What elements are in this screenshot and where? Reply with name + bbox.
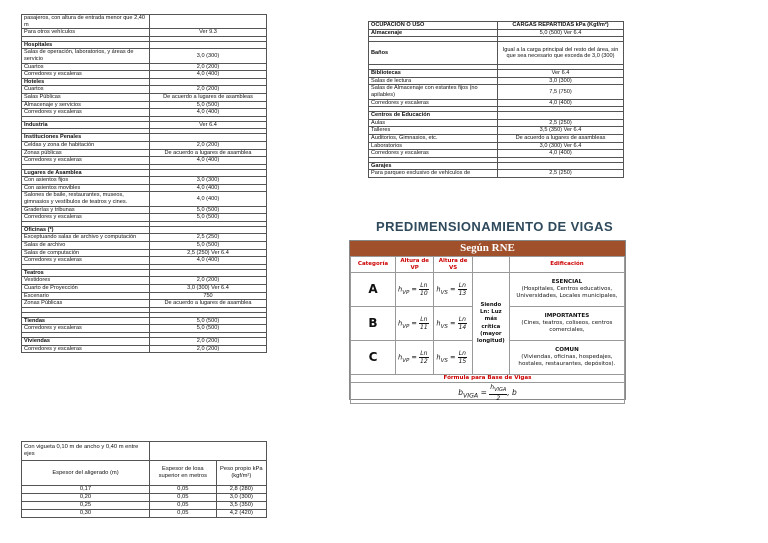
weight-header-slab: Espesor de losa superior en metros [150,461,217,486]
left-row-value: 5,0 (500) [150,206,267,214]
left-row [22,184,267,192]
right-row-label: Aulas [369,119,498,127]
rne-table [350,256,625,404]
left-row [22,15,267,29]
right-row-label: Corredores y escaleras [369,99,498,107]
weight-row [22,494,267,502]
vp-num: Ln [420,282,428,290]
right-row [369,162,624,170]
rne-figure [349,240,626,400]
weight-caption-row [22,442,267,461]
vs-symbol: h [436,285,441,294]
left-row [22,226,267,234]
left-row-label: Salas de operación, laboratorios, y áreas de servicio [22,49,150,63]
left-row-value: 4,0 (400) [150,109,267,117]
vs-fraction [458,350,468,365]
slab-weight-table [21,441,267,518]
rne-foot-formula-row [351,382,625,403]
left-row-value: 3,0 (300) [150,177,267,185]
rne-vs-formula: $h_{VS}$ = $\frac{Ln}{15}$ [434,341,472,375]
rne-foot-title-row [351,375,625,383]
live-loads-table-right [368,21,624,178]
left-row [22,134,267,142]
left-row [22,206,267,214]
rne-vs-formula: $h_{VS}$ = $\frac{Ln}{13}$ [434,273,472,307]
left-row-value [150,78,267,86]
rne-row [351,273,625,307]
left-row-label: Corredores y escaleras [22,157,150,165]
vp-fraction [419,282,429,297]
left-row-value: 5,0 (500) [150,101,267,109]
left-row-label: Viviendas [22,337,150,345]
left-row-value: 5,0 (500) [150,214,267,222]
right-row-value: 3,0 (300) Ver 6.4 [498,142,624,150]
vp-symbol: h [398,319,403,328]
left-row-label: Con asientos fijos [22,177,150,185]
left-row [22,41,267,49]
left-row-value: 2,0 (200) [150,63,267,71]
weight-thickness: 0,30 [22,510,150,518]
weight-row [22,510,267,518]
weight-slab: 0,05 [150,486,217,494]
right-row-value: 3,5 (350) Ver 6.4 [498,127,624,135]
left-row [22,101,267,109]
left-row-label: Zonas públicas [22,149,150,157]
weight-row [22,502,267,510]
vs-sub: VS [440,358,448,364]
rne-edif-title: ESENCIAL [551,278,583,285]
left-row-value [150,226,267,234]
left-row-value: Ver 6.4 [150,121,267,129]
left-row-label: Escenario [22,292,150,300]
left-row-value: 2,0 (200) [150,86,267,94]
left-row-value: Ver 9.3 [150,29,267,37]
vs-den: 15 [458,358,467,366]
left-row [22,93,267,101]
vs-sub: VS [440,290,448,296]
rne-header: Según RNE [350,241,625,256]
right-row [369,134,624,142]
right-row [369,119,624,127]
right-row-value: 4,0 (400) [498,150,624,158]
weight-thickness: 0,25 [22,502,150,510]
rne-foot-title: Fórmula para Base de Vigas [351,375,625,383]
right-row-label: Garajes [369,162,498,170]
left-row-label: Almacenaje y servicios [22,101,150,109]
right-row [369,127,624,135]
right-row-label: Almacenaje [369,29,498,37]
rne-vp-formula: $h_{VP}$ = $\frac{Ln}{12}$ [396,341,434,375]
rne-category-label: C [368,350,378,365]
left-row-value: 5,0 (500) [150,325,267,333]
foot-fraction [489,384,507,402]
left-row-label: pasajeros, con altura de entrada menor que 2,40 m [22,15,150,29]
vp-fraction [419,316,429,331]
left-row-label: Corredores y escaleras [22,325,150,333]
vp-sub: VP [402,290,410,296]
left-row [22,242,267,250]
left-row [22,49,267,63]
left-row-value: 5,0 (500) [150,242,267,250]
left-row-label: Industria [22,121,150,129]
left-row [22,214,267,222]
right-row-value: Igual a la carga principal del resto del área, sin que sea necesario que exceda de 3,0 (300) [498,42,624,65]
right-row-value: 3,0 (300) [498,77,624,85]
left-row-value: 2,0 (200) [150,277,267,285]
vs-den: 14 [458,324,467,332]
left-row [22,29,267,37]
left-row-label: Corredores y escaleras [22,214,150,222]
left-row [22,71,267,79]
left-row-label: Corredores y escaleras [22,71,150,79]
left-row-label: Vestidores [22,277,150,285]
foot-num: $h_{VIGA}$ [490,383,507,393]
left-row-label: Corredores y escaleras [22,257,150,265]
left-row [22,249,267,257]
right-row-label: Para parqueo exclusivo de vehículos de [369,170,498,178]
left-row-label: Tiendas [22,317,150,325]
vigas-title: PREDIMENSIONAMIENTO DE VIGAS [376,219,614,234]
left-row-value: 2,0 (200) [150,337,267,345]
rne-vp-formula: $h_{VP}$ = $\frac{Ln}{11}$ [396,307,434,341]
left-row [22,292,267,300]
rne-foot-formula: $b_{VIGA}$ = $\frac{h_{VIGA}}{2}$ , b [351,382,625,403]
rne-vp-formula: $h_{VP}$ = $\frac{Ln}{10}$ [396,273,434,307]
left-row-value: 4,0 (400) [150,157,267,165]
rne-category [351,273,396,307]
left-row-label: Corredores y escaleras [22,109,150,117]
left-row-value: 2,0 (200) [150,141,267,149]
left-row-value: 5,0 (500) [150,317,267,325]
weight-header-row [22,461,267,486]
weight-slab: 0,05 [150,494,217,502]
vs-num: Ln [458,350,466,358]
weight-value: 2,8 (280) [216,486,266,494]
right-row-value: 2,5 (250) [498,170,624,178]
right-row [369,29,624,37]
right-row-value: 5,0 (500) Ver 6.4 [498,29,624,37]
rne-category [351,341,396,375]
vp-sub: VP [402,358,410,364]
left-row [22,78,267,86]
left-row-label: Zonas Públicas [22,300,150,308]
left-row [22,337,267,345]
left-row-value [150,15,267,29]
vs-symbol: h [436,319,441,328]
right-header-row [369,22,624,30]
left-row-value: 4,0 (400) [150,257,267,265]
rne-col-categoria: Categoría [351,257,396,273]
right-row-label: Corredores y escaleras [369,150,498,158]
vp-sub: VP [402,324,410,330]
left-row-value: 4,0 (400) [150,71,267,79]
left-row-value: De acuerdo a lugares de asamblea [150,300,267,308]
foot-lhs: b [458,387,463,397]
vs-fraction [458,316,468,331]
rne-edif-title: COMUN [555,346,579,353]
weight-thickness: 0,17 [22,486,150,494]
rne-col-blank [472,257,509,273]
vs-sub: VS [440,324,448,330]
left-row-label: Celdas y zona de habitación [22,141,150,149]
right-row-value [498,162,624,170]
left-row-label: Salas Públicas [22,93,150,101]
left-row [22,177,267,185]
left-row-value [150,169,267,177]
vp-den: 11 [420,324,428,332]
right-row-label: Salas de lectura [369,77,498,85]
left-row-label: Con asientos movibles [22,184,150,192]
rne-category-label: B [368,316,378,331]
right-row [369,142,624,150]
left-row-value: 3,0 (300) [150,49,267,63]
weight-row [22,486,267,494]
left-row-value: De acuerdo a lugares de asamblea [150,149,267,157]
right-row-label: Salas de Almacenaje con estantes fijos (no apilables) [369,85,498,99]
foot-rhs: , b [507,387,517,397]
rne-category-label: A [368,282,378,297]
left-row-label: Graderías y tribunas [22,206,150,214]
vp-num: Ln [420,350,428,358]
right-row [369,77,624,85]
right-row [369,150,624,158]
foot-lhs-sub: VIGA [462,392,479,400]
left-row [22,149,267,157]
rne-edificacion [509,341,624,375]
left-row [22,63,267,71]
rne-col-vs: Altura de VS [434,257,472,273]
vs-num: Ln [458,282,466,290]
rne-category [351,307,396,341]
vp-fraction [419,350,429,365]
left-row-value: De acuerdo a lugares de asambleas [150,93,267,101]
rne-vs-formula: $h_{VS}$ = $\frac{Ln}{14}$ [434,307,472,341]
left-row-label: Corredores y escaleras [22,345,150,353]
right-header-use: OCUPACIÓN O USO [369,22,498,30]
right-row [369,99,624,107]
weight-slab: 0,05 [150,510,217,518]
left-row-label: Lugares de Asamblea [22,169,150,177]
live-loads-table-left [21,14,267,353]
left-row-value: 4,0 (400) [150,184,267,192]
weight-value: 3,5 (350) [216,502,266,510]
left-row [22,86,267,94]
left-row-value: 4,0 (400) [150,192,267,206]
left-row-value: 3,0 (300) Ver 6.4 [150,285,267,293]
right-row [369,70,624,78]
rne-col-vp: Altura de VP [396,257,434,273]
left-row-value: 2,5 (250) Ver 6.4 [150,249,267,257]
right-row [369,170,624,178]
vs-den: 13 [458,290,467,298]
right-row [369,42,624,65]
rne-edificacion [509,273,624,307]
left-row [22,109,267,117]
left-row [22,285,267,293]
rne-edif-title: IMPORTANTES [544,312,590,319]
weight-slab: 0,05 [150,502,217,510]
left-row-label: Salas de archivo [22,242,150,250]
rne-edificacion [509,307,624,341]
right-row-value [498,112,624,120]
vp-den: 10 [420,290,428,298]
right-row-label: Talleres [369,127,498,135]
left-row-label: Cuarto de Proyección [22,285,150,293]
left-row-label: Oficinas (*) [22,226,150,234]
left-row [22,234,267,242]
weight-thickness: 0,20 [22,494,150,502]
right-row-label: Baños [369,42,498,65]
right-row-label: Laboratorios [369,142,498,150]
weight-value: 4,2 (420) [216,510,266,518]
right-row-value: Ver 6.4 [498,70,624,78]
left-row [22,300,267,308]
left-row-value [150,41,267,49]
left-row [22,257,267,265]
left-row [22,317,267,325]
right-row-label: Bibliotecas [369,70,498,78]
right-row-label: Auditorios, Gimnasios, etc. [369,134,498,142]
left-row-label: Hoteles [22,78,150,86]
rne-col-header-row [351,257,625,273]
right-header-loads: CARGAS REPARTIDAS kPa (Kgf/m²) [498,22,624,30]
left-row [22,192,267,206]
left-row [22,141,267,149]
left-row-label: Instituciones Penales [22,134,150,142]
left-row-label: Para otros vehículos [22,29,150,37]
weight-header-thickness: Espesor del aligerado (m) [22,461,150,486]
left-row-label: Cuartos [22,86,150,94]
vp-num: Ln [420,316,428,324]
left-row [22,269,267,277]
rne-edif-desc: (Hospitales, Centros educativos, Universidades, Locales municipales, [516,286,618,300]
vp-symbol: h [398,353,403,362]
weight-caption: Con vigueta 0,10 m de ancho y 0,40 m entre ejes [22,442,150,461]
right-row-value: 2,5 (250) [498,119,624,127]
weight-header-weight: Peso propio kPa (kgf/m²) [216,461,266,486]
left-row [22,157,267,165]
left-row-label: Cuartos [22,63,150,71]
left-row-value: 750 [150,292,267,300]
left-row-value: 2,5 (250) [150,234,267,242]
weight-value: 3,0 (300) [216,494,266,502]
left-row-label: Salones de baile, restaurantes, museos, gimnasios y vestíbulos de teatros y cines. [22,192,150,206]
vs-num: Ln [458,316,466,324]
left-row [22,277,267,285]
vp-den: 12 [420,358,428,366]
left-row-label: Hospitales [22,41,150,49]
left-row [22,345,267,353]
vp-symbol: h [398,285,403,294]
rne-siendo-note: Siendo Ln: Luz más crítica (mayor longitud) [472,273,509,375]
left-row-label: Exceptuando salas de archivo y computación [22,234,150,242]
rne-col-edificacion: Edificación [509,257,624,273]
left-row-value: 2,0 (200) [150,345,267,353]
left-row-value [150,269,267,277]
left-row [22,121,267,129]
left-row [22,169,267,177]
right-row [369,112,624,120]
right-row-value: De acuerdo a lugares de asambleas [498,134,624,142]
vs-symbol: h [436,353,441,362]
foot-den: 2 [496,394,501,402]
right-row [369,85,624,99]
left-row [22,325,267,333]
rne-edif-desc: (Viviendas, oficinas, hospedajes, hostales, restaurantes, depósitos). [518,354,616,368]
left-row-label: Teatros [22,269,150,277]
right-row-value: 7,5 (750) [498,85,624,99]
left-row-label: Salas de computación [22,249,150,257]
right-row-label: Centros de Educación [369,112,498,120]
right-row-value: 4,0 (400) [498,99,624,107]
vs-fraction [458,282,468,297]
rne-edif-desc: (Cines, teatros, coliseos, centros comerciales, [521,320,613,334]
left-row-value [150,134,267,142]
